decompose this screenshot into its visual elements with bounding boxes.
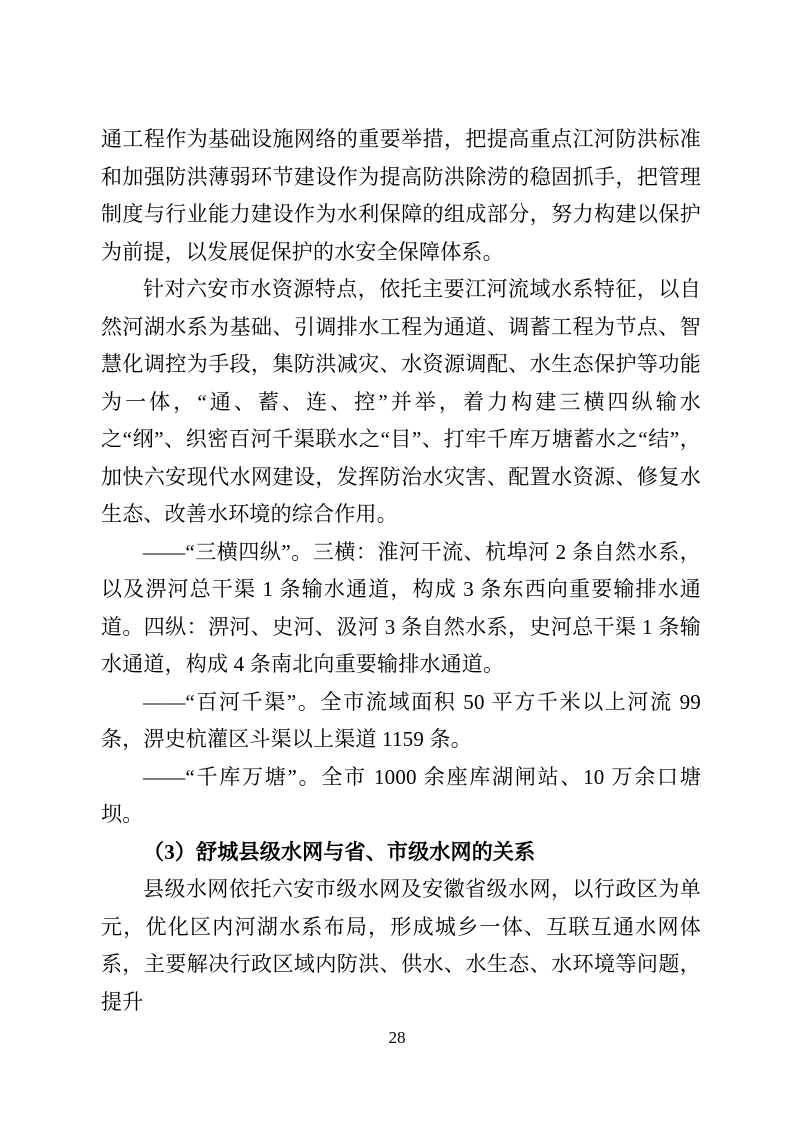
paragraph-hundred-rivers-thousand-canals: ——“百河千渠”。全市流域面积 50 平方千米以上河流 99 条，淠史杭灌区斗渠以上渠道 1159 条。 [101, 689, 701, 751]
section-heading-county-network-relation: （3）舒城县级水网与省、市级水网的关系 [143, 839, 536, 864]
paragraph-three-horizontal-four-vertical: ——“三横四纵”。三横：淮河干流、杭埠河 2 条自然水系，以及淠河总干渠 1 条输水通道，构成 3 条东西向重要输排水通道。四纵：淠河、史河、汲河 3 条自然水系，史河总干渠 1 条输水通道，构成 4 条南北向重要输排水通道。 [101, 539, 701, 676]
paragraph-continuation: 通工程作为基础设施网络的重要举措，把提高重点江河防洪标准和加强防洪薄弱环节建设作为提高防洪除涝的稳固抓手，把管理制度与行业能力建设作为水利保障的组成部分，努力构建以保护为前提，以发展促保护的水安全保障体系。 [101, 127, 701, 264]
paragraph-county-network: 县级水网依托六安市级水网及安徽省级水网，以行政区为单元，优化区内河湖水系布局，形成城乡一体、互联互通水网体系，主要解决行政区域内防洪、供水、水生态、水环境等问题，提升 [101, 877, 701, 1014]
page-content [101, 121, 701, 1021]
paragraph-water-network-overview: 针对六安市水资源特点，依托主要江河流域水系特征，以自然河湖水系为基础、引调排水工程为通道、调蓄工程为节点、智慧化调控为手段，集防洪减灾、水资源调配、水生态保护等功能为一体，“通、蓄、连、控”并举，着力构建三横四纵输水之“纲”、织密百河千渠联水之“目”、打牢千库万塘蓄水之“结”，加快六安现代水网建设，发挥防治水灾害、配置水资源、修复水生态、改善水环境的综合作用。 [101, 277, 701, 526]
paragraph-thousand-reservoirs-ten-thousand-ponds: ——“千库万塘”。全市 1000 余座库湖闸站、10 万余口塘坝。 [101, 764, 701, 826]
page-number: 28 [388, 1028, 406, 1047]
